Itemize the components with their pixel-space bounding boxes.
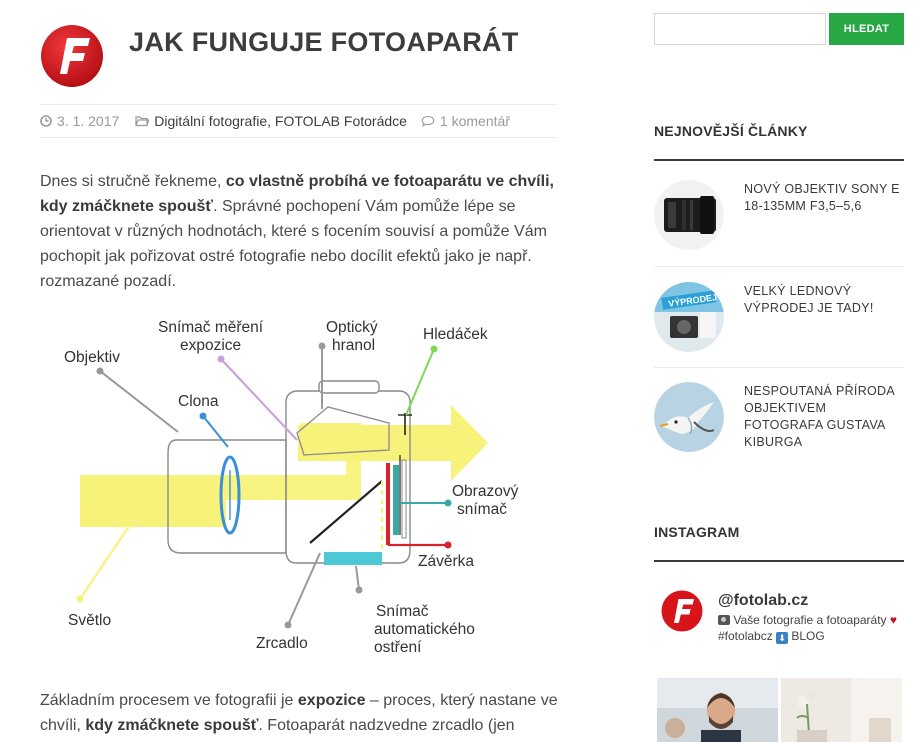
exposure-bold-1: expozice — [297, 692, 366, 709]
recent-post-item[interactable] — [654, 180, 904, 250]
recent-post-item[interactable] — [654, 282, 904, 352]
instagram-handle[interactable]: @fotolab.cz — [718, 592, 809, 609]
bio-text-3: BLOG — [788, 629, 825, 643]
post-date[interactable]: 3. 1. 2017 — [57, 113, 120, 129]
recent-post-title[interactable]: VELKÝ LEDNOVÝ VÝPRODEJ JE TADY! — [744, 284, 874, 315]
label-shutter: Závěrka — [418, 553, 474, 570]
label-mirror: Zrcadlo — [256, 635, 308, 652]
light-beam-up — [226, 455, 361, 500]
clock-icon — [40, 115, 52, 127]
down-arrow-icon: ⬇ — [776, 632, 788, 644]
sale-thumbnail[interactable] — [654, 282, 724, 352]
recent-posts-title: NEJNOVĚJŠÍ ČLÁNKY — [654, 123, 904, 161]
heart-icon: ♥ — [889, 613, 898, 627]
label-objektiv: Objektiv — [64, 349, 120, 366]
instagram-title: INSTAGRAM — [654, 524, 904, 562]
folder-icon — [135, 115, 149, 127]
label-aperture: Clona — [178, 393, 219, 410]
sale-thumb-text: VÝPRODEJ — [667, 292, 718, 309]
post-title: JAK FUNGUJE FOTOAPARÁT — [129, 27, 519, 57]
label-viewfinder: Hledáček — [423, 326, 488, 343]
exposure-bold-2: kdy zmáčknete spoušť — [85, 717, 259, 734]
recent-post-title[interactable]: NESPOUTANÁ PŘÍRODA OBJEKTIVEM FOTOGRAFA GUSTAVA KIBURGA — [744, 384, 895, 449]
label-sensor-2: snímač — [457, 501, 507, 518]
intro-bold-1: co vlastně probíhá ve fotoaparátu ve chvíli, kdy zmáčknete spoušť — [40, 173, 554, 215]
comment-icon — [421, 115, 435, 127]
label-af-3: ostření — [374, 639, 422, 656]
label-sensor-1: Obrazový — [452, 483, 519, 500]
post-meta — [40, 104, 557, 138]
exposure-paragraph — [40, 688, 560, 738]
category-separator: , — [267, 113, 275, 129]
divider — [654, 367, 904, 368]
intro-text-1: Dnes si stručně řekneme, — [40, 173, 226, 190]
category-link-fotoradce[interactable]: FOTOLAB Fotorádce — [274, 113, 407, 129]
shutter — [386, 463, 390, 545]
instagram-photo[interactable] — [657, 678, 778, 742]
category-link-digital-photo[interactable]: Digitální fotografie — [154, 113, 268, 129]
label-prism-2: hranol — [332, 337, 376, 354]
search-input[interactable] — [654, 13, 826, 45]
viewfinder-hump — [319, 381, 379, 393]
lens-thumbnail[interactable] — [654, 180, 724, 250]
image-sensor — [393, 465, 399, 535]
instagram-avatar[interactable] — [661, 590, 703, 632]
camera-diagram — [56, 305, 536, 670]
camera-icon — [718, 615, 730, 625]
intro-paragraph — [40, 169, 560, 294]
light-beam — [80, 475, 226, 527]
bio-text-2: #fotolabcz — [718, 629, 777, 643]
label-light: Světlo — [68, 612, 112, 629]
instagram-bio — [718, 612, 904, 644]
comments-link[interactable]: 1 komentář — [439, 113, 510, 129]
instagram-photo[interactable] — [781, 678, 902, 742]
exposure-text-3: . Fotoaparát nadzvedne zrcadlo (jen — [258, 717, 515, 734]
intro-text-2: . Správné pochopení Vám pomůže lépe se orientovat v různých hodnotách, které s focením souvisí a pomůže Vám pochopit jak pořizovat ostré fotografie nebo docílit efektů jako je např. rozmazané pozadí. — [40, 198, 547, 290]
label-metering-2: expozice — [180, 337, 242, 354]
exposure-text-2: – proces, který nastane ve chvíli, — [40, 692, 558, 734]
recent-post-title[interactable]: NOVÝ OBJEKTIV SONY E 18-135MM F3,5–5,6 — [744, 182, 900, 213]
recent-post-item[interactable] — [654, 382, 904, 452]
fotolab-logo[interactable] — [40, 24, 104, 88]
label-prism-1: Optický — [326, 319, 378, 336]
bio-text-1: Vaše fotografie a fotoaparáty — [730, 613, 890, 627]
bird-thumbnail[interactable] — [654, 382, 724, 452]
divider — [654, 266, 904, 267]
search-button[interactable]: HLEDAT — [829, 13, 904, 45]
label-metering-1: Snímač měření — [158, 319, 264, 336]
af-sensor — [324, 552, 382, 565]
label-af-2: automatického — [374, 621, 475, 638]
exposure-text-1: Základním procesem ve fotografii je — [40, 692, 298, 709]
label-af-1: Snímač — [376, 603, 429, 620]
